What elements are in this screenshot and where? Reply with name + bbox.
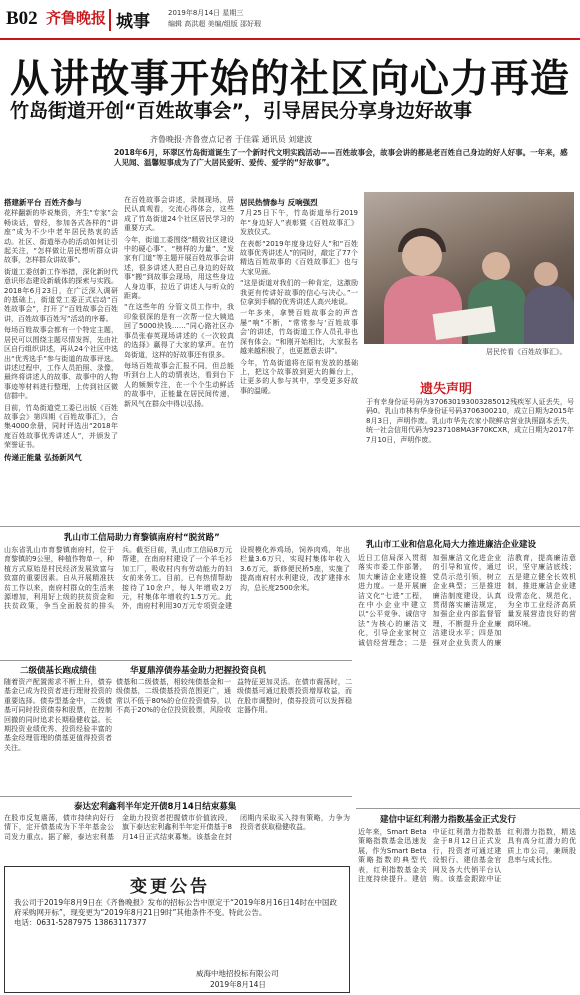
article-2-title: 乳山市工信局助力育黎镇南府村“脱贫路”: [64, 533, 220, 543]
section-divider: [356, 808, 580, 809]
subhead-positive-energy: 传递正能量 弘扬新风气: [4, 452, 82, 462]
paragraph: 在百姓故事会讲述，录制现场，居民认真观看，交流心得体会，这些成了竹岛街道24个社区居民学习的重要方式。: [124, 196, 234, 233]
article-4-body: 随着资产配置需求不断上升，债券基金已成为投资者进行理财投资的重要选择。债券型基金中，二级债基可同时投资债券和股票，在控制回撤的同时追求长期稳健收益。长期投资业绩优秀、投资经验丰富的基金经理管理的债基更值得投资者关注。: [4, 678, 112, 752]
article-2-body: 山东省乳山市育黎镇南府村，位于育黎镇的9公里，种植作物单一，种植方式原始是村民经济发展致富与致富的重要因素。自从开展精准扶贫工作以来，南府村群众的生活来源增加，利用好上级的扶贫资金和扶贫政策，争当全面脱贫的排头兵。截至目前，乳山市工信局8万元帮建，在南府村建设了一个羊毛衫加工厂，吸收村内有劳动能力的妇女前来务工。目前，已有热情帮助接待了10余户，每人年增收2万元，村集体年增收约1.5万元。此外，南府村利用30万元专项资金建设规模化养鸡场，饲养肉鸡，年出栏量3.6万只，实现村集体年收入3.6万元，新修便民桥5座，实施了提高南府村水利建设，改扩建排水沟，总长度2500余米。: [4, 546, 350, 611]
issue-date: 2019年8月14日 星期三: [168, 9, 244, 17]
article-4-title: 二级债基长跑成绩佳: [20, 666, 97, 676]
paragraph: 今年，竹岛街道将在原有发放的基础上，把这个故事放到更大的舞台上，让更多的人参与其中，享受更多好故事的温暖。: [240, 358, 358, 395]
change-notice-company: 威海中地招投标有限公司: [196, 969, 279, 978]
lead-paragraph: 2018年6月，环翠区竹岛街道诞生了一个新时代文明实践活动——百姓故事会，故事会讲的都是老百姓自己身边的好人好事。一年来，感人见闻、温馨短事成为了广大居民爱听、爱传、爱学的“好故事”。: [114, 148, 568, 167]
paragraph: “这是街道对我们的一种肯定，这激励我更有传讲好故事的信心与决心。”一位拿到手稿的优秀讲述人高兴地说。: [240, 279, 358, 307]
story-photo: [364, 192, 574, 344]
article-column-2: [124, 196, 234, 522]
article-6-body: 在股市反复震荡，债市持续向好行情下，定开债基成为下半年基金公司发力重点。据了解，泰达宏利基金助力投资者把握债市价值波段，旗下泰达宏利鑫利半年定开债基于8月14日正式结束募集。该基金在封闭期内采取买入持有策略，力争为投资者获取稳健收益。: [4, 814, 350, 841]
change-notice-phone: 电话：0631-5287975 13863117377: [14, 918, 147, 927]
paragraph: “在这些年的 分管文员工作中，我印象很深的是有一次帮一位大姨追回了5000块钱……”同心路社区办事员张春英现场讲述的《一次较真的选择》赢得了大家的掌声。在竹岛街道，这样的好故事还有很多。: [124, 303, 234, 359]
page-number: B02: [6, 8, 38, 29]
masthead-divider: [109, 9, 111, 31]
article-3-title: 乳山市工业和信息化局大力推进廉洁企业建设: [366, 540, 537, 550]
main-headline: 从讲故事开始的社区向心力再造: [9, 57, 570, 102]
article-7-body: 近年来，Smart Beta策略指数基金迅速发展，作为Smart Beta策略指数的典型代表，红利指数基金关注度持续提升。建信中证红利潜力指数基金于8月12日正式发行，投资者可通过建设银行、建信基金官网及各大代销平台认购。该基金跟踪中证红利潜力指数，精选具有高分红潜力的优质上市公司，兼顾股息率与成长性。: [358, 828, 576, 884]
article-5-title: 华夏鼎淳债券基金助力把握投资良机: [130, 666, 267, 676]
editor-credits: 编辑 高洪超 美编/组版 邵好瑕: [168, 20, 262, 28]
sub-headline: 竹岛街道开创“百姓故事会”，引导居民分享身边好故事: [10, 100, 472, 122]
article-5-body: 债基和二级债基，相较纯债基金和一级债基，二级债基投资范围更广，通常以不低于80%的仓位投资债券，以不高于20%的仓位投资股票，风险收益特征更加灵活。在债市震荡时，二级债基可通过股票投资增厚收益，而在股市调整时，债券投资可以发挥稳定器作用。: [116, 678, 352, 715]
lost-notice-title: 遗失声明: [420, 382, 473, 397]
section-divider: [0, 526, 580, 527]
paragraph: 花样翻新的毕说集资，齐生“专家”会畅谈话，曾经，参加各式各样的“讲座”成为不少中老年居民热衷的活动。社区、街道举办的活动如何让引起关注，“怎样做让居民想听群众讲故事，怎样群众讲故事”。: [4, 209, 118, 265]
photo-caption: 居民传看《百姓故事汇》。: [486, 348, 567, 356]
paragraph: 7月25日下午，竹岛街道举行2019年“身边好人”表彰暨《百姓故事汇》发放仪式。: [240, 209, 358, 237]
paragraph: 每场百姓故事会汇报不同，但总能听到台上人的动情表达，看到台下人的频频专注，在一个个生动鲜活的故事中，正能量在居民间传递，新风气在群众中得以弘扬。: [124, 361, 234, 408]
article-column-1: [4, 196, 118, 522]
section-divider: [0, 660, 352, 661]
masthead: [0, 0, 580, 40]
article-7-title: 建信中证红利潜力指数基金正式发行: [380, 815, 517, 825]
lost-notice-text: 于有幸身份证号码为370630193003285012残疾军人证丢失，号码0。乳山市林有华身份证号码3706300210，成立日期为2015年8月3日，声明作废。乳山市华先衣家小院鲜店营业执照副本丢失，统一社会信用代码为9237108MA3F70KCXR，成立日期为2017年7月10日，声明作废。: [366, 398, 574, 444]
article-column-3: [240, 196, 358, 522]
paragraph: 在表彰“2019年度身边好人”和“百姓故事优秀讲述人”的同时，敲定了77个精选百姓故事的《百姓故事汇》也与大家见面。: [240, 239, 358, 276]
paragraph: 每场百姓故事会都有一个特定主题，居民可以围绕主题尽情发挥，先由社区自行组织讲述，再从24个社区中选出“优秀选手”参与街道的故事评选。讲述过程中，工作人员拍照、录像，最终将讲述人的故事、故事中的人物事迹等材料进行整理，上传到社区微信群中。: [4, 326, 118, 401]
change-notice-title: 变更公告: [130, 877, 210, 897]
paragraph: 目前，竹岛街道党工委已出版《百姓故事会》第四期《百姓故事汇》，合集4000余册，同时评选出“2018年度百姓故事优秀讲述人”，并颁发了荣誉证书。: [4, 403, 118, 450]
article-3-body: 近日工信局深入贯彻落实市委工作部署，加大廉洁企业建设推进力度。一是开展廉洁文化“七进”工程，在中小企业中建立以“公平竞争、诚信守法”为核心的廉洁文化，引导企业家树立诚信经营理念；二是加强廉洁文化进企业的引导和宣传，通过党员示范引领，树立企业典型；三是推进廉洁制度建设，认真贯彻落实廉洁规定，加强企业内部监督管理，不断提升企业廉洁建设水平；四是加强对企业负责人的廉洁教育，提高廉洁意识，坚守廉洁底线；五是建立健全长效机制，推进廉洁企业建设常态化、规范化，为全市工业经济高质量发展营造良好的营商环境。: [358, 554, 576, 647]
paper-logo: 齐鲁晚报: [46, 9, 107, 27]
subhead-residents-participation: 居民热情参与 反响强烈: [240, 198, 318, 207]
paragraph: 一年多来，拿赞百姓故事会的声音屡“响”不断，“常常参与‘百姓故事会’的讲述，竹岛街道工作人员孔非也深有体会。“和刚开始相比，大家报名越来越积极了，也更愿意去讲”。: [240, 309, 358, 356]
byline: 齐鲁晚报·齐鲁壹点记者 于佳霖 通讯员 刘建波: [150, 135, 313, 144]
subhead-new-platform: 搭建新平台 百姓齐参与: [4, 198, 82, 207]
change-notice-date: 2019年8月14日: [210, 980, 266, 989]
change-notice-text: [14, 898, 342, 928]
article-6-title: 泰达宏利鑫利半年定开债8月14日结束募集: [74, 802, 237, 812]
paragraph: 街道工委创新工作举措，深化新时代意识形态建设新载体的探索与实践。2018年6月23日，在广泛深入调研的基础上，街道党工委正式启动“百姓故事会”，打开了“百姓故事会百姓讲，百姓故事百姓写”活动的序幕。: [4, 267, 118, 323]
paragraph: 今年，街道工委围绕“精致社区建设中的硬心事”、“榜样的力量”、“发家有门道”等主题开展百姓故事会讲述，很多讲述人把自己身边的好故事“搬”到故事会现场，用这些身边人身边事，拉近了讲述人与听众的距离。: [124, 235, 234, 301]
section-name: 城事: [116, 12, 150, 32]
section-divider: [0, 796, 352, 797]
change-notice-body: 我公司于2019年8月9日在《齐鲁晚报》发布的招标公告中原定于“2019年8月16日14时在中国政府采购网开标”，现变更为“2019年8月21日9时”其他条件不变。特此公告。: [14, 898, 337, 917]
